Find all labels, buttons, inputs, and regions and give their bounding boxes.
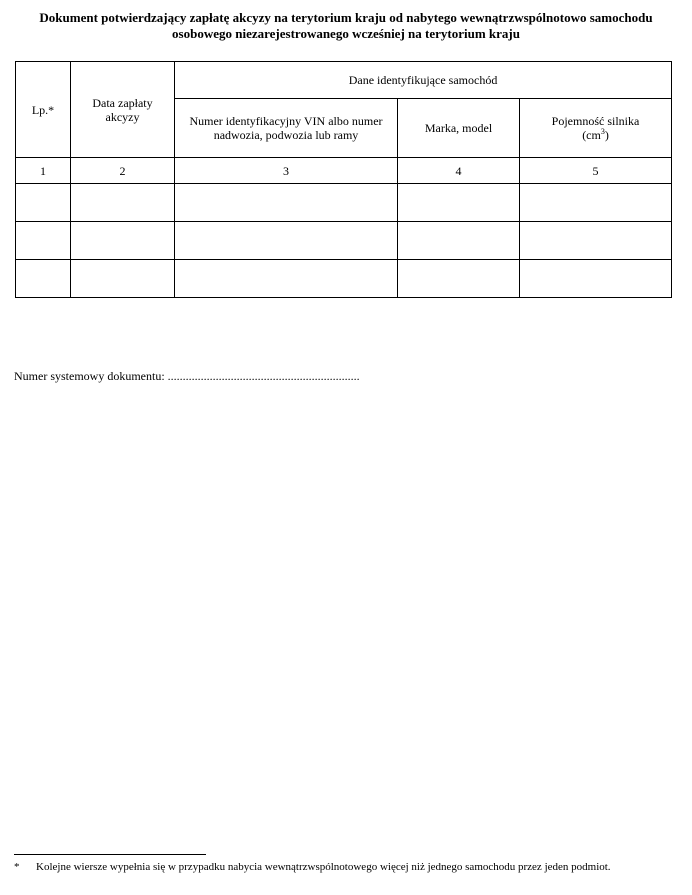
column-number: 3	[175, 158, 398, 184]
document-number-line: Numer systemowy dokumentu: ................................................................	[14, 369, 360, 383]
footnote-mark: *	[14, 861, 20, 873]
table-row	[16, 260, 672, 298]
document-title	[14, 10, 678, 42]
table-cell[interactable]	[520, 222, 672, 260]
engine-capacity-label: Pojemność silnika	[551, 114, 640, 128]
column-number: 4	[398, 158, 520, 184]
column-number: 1	[16, 158, 71, 184]
table-row	[16, 184, 672, 222]
table-cell[interactable]	[16, 260, 71, 298]
header-make-model: Marka, model	[398, 99, 520, 158]
table-cell[interactable]	[16, 184, 71, 222]
table-cell[interactable]	[175, 260, 398, 298]
table-cell[interactable]	[520, 260, 672, 298]
column-number: 5	[520, 158, 672, 184]
table-cell[interactable]	[398, 222, 520, 260]
table-cell[interactable]	[175, 184, 398, 222]
header-vehicle-identification: Dane identyfikujące samochód	[175, 62, 672, 99]
title-line-1: Dokument potwierdzający zapłatę akcyzy na terytorium kraju od nabytego wewnątrzwspólnotowo samochodu	[39, 10, 653, 25]
footnote-divider	[14, 854, 206, 855]
header-payment-date: Data zapłaty akcyzy	[71, 62, 175, 158]
table-row	[16, 222, 672, 260]
header-lp: Lp.*	[16, 62, 71, 158]
table-cell[interactable]	[520, 184, 672, 222]
footnote-text: Kolejne wiersze wypełnia się w przypadku nabycia wewnątrzwspólnotowego więcej niż jednego samochodu przez jeden podmiot.	[36, 861, 611, 873]
table-cell[interactable]	[398, 260, 520, 298]
column-number-row	[16, 158, 672, 184]
table-cell[interactable]	[71, 184, 175, 222]
table-cell[interactable]	[16, 222, 71, 260]
engine-capacity-unit: $(cm^3)$	[582, 127, 609, 142]
table-cell[interactable]	[175, 222, 398, 260]
vehicle-table	[15, 61, 672, 298]
table-header-row-1	[16, 62, 672, 99]
table-cell[interactable]	[71, 260, 175, 298]
title-line-2: osobowego niezarejestrowanego wcześniej na terytorium kraju	[172, 26, 520, 41]
table-cell[interactable]	[398, 184, 520, 222]
footnote	[14, 861, 684, 873]
header-engine-capacity	[520, 99, 672, 158]
column-number: 2	[71, 158, 175, 184]
header-vin: Numer identyfikacyjny VIN albo numer nadwozia, podwozia lub ramy	[175, 99, 398, 158]
table-cell[interactable]	[71, 222, 175, 260]
